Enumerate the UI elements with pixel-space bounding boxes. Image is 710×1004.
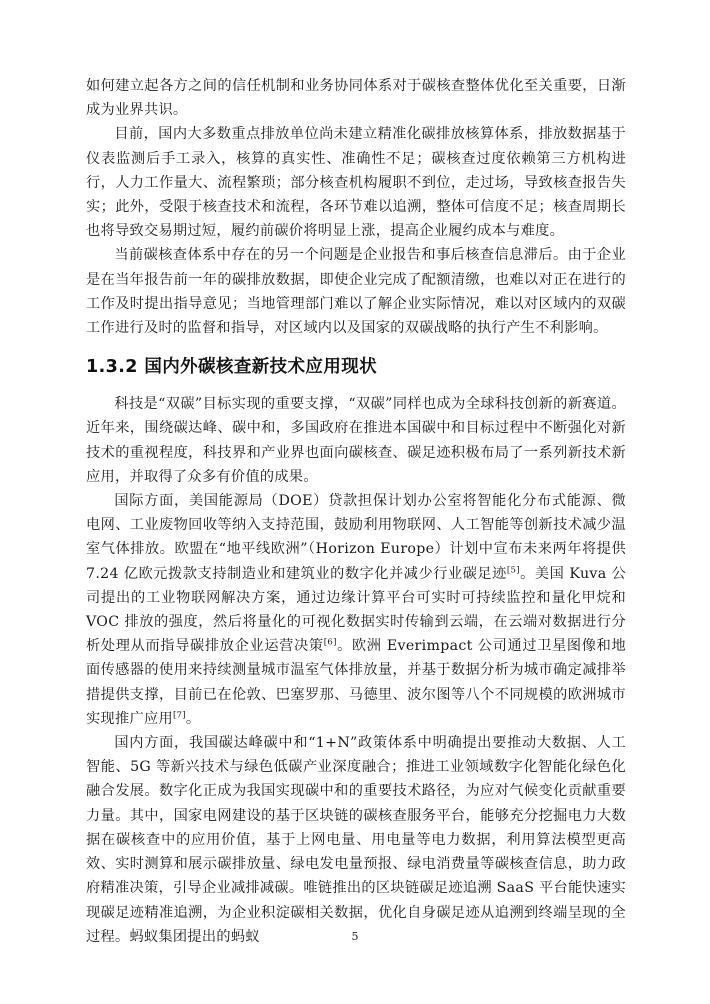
paragraph-information-lag: 当前碳核查体系中存在的另一个问题是企业报告和事后核查信息滞后。由于企业是在当年报告前一年的碳排放数据，即使企业完成了配额清缴，也难以对正在进行的工作及时提出指导意见；当地管理部门难以了解企业实际情况，难以对区域内的双碳工作进行及时的监督和指导，对区域内以及国家的双碳战略的执行产生不利影响。 bbox=[86, 247, 626, 337]
paragraph-text-segment: 。欧洲 Everimpact 公司通过卫星图像和地面传感器的使用来持续测量城市温室气体排放量，并基于数据分析为城市确定减排举措提供支撑，目前已在伦敦、巴塞罗那、马德里、波尔图等八个不同规模的欧洲城市实现推广应用 bbox=[86, 638, 626, 727]
section-heading: 1.3.2 国内外碳核查新技术应用现状 bbox=[86, 357, 378, 378]
citation-ref: [7] bbox=[172, 710, 186, 721]
paragraph-domestic-tech: 国内方面，我国碳达峰碳中和“1+N”政策体系中明确提出要推动大数据、人工智能、5G 等新兴技术与绿色低碳产业深度融合；推进工业领域数字化智能化绿色化融合发展。数字化正成为我国实现碳中和的重要技术路径，为应对气候变化贡献重要力量。其中，国家电网建设的基于区块链的碳核查服务平台，能够充分挖掘电力大数据在碳核查中的应用价值，基于上网电量、用电量等电力数据，利用算法模型更高效、实时测算和展示碳排放量、绿电发电量预报、绿电消费量等碳核查信息，助力政府精准决策，引导企业减排减碳。唯链推出的区块链碳足迹追溯 SaaS 平台能快速实现碳足迹精准追溯，为企业积淀碳相关数据，优化自身碳足迹从追溯到终端呈现的全过程。蚂蚁集团提出的蚂蚁 bbox=[86, 735, 626, 945]
paragraph-text-segment: 。美国 Kuva 公司提出的工业物联网解决方案，通过边缘计算平台可实时可持续监控和量化甲烷和 VOC 排放的强度，然后将量化的可视化数据实时传输到云端，在云端对数据进行分析处理从而指导碳排放企业运营决策 bbox=[86, 565, 626, 655]
paragraph-text-segment: 国际方面，美国能源局（DOE）贷款担保计划办公室将智能化分布式能源、微电网、工业废物回收等纳入支持范围，鼓励利用物联网、人工智能等创新技术减少温室气体排放。欧盟在“地平线欧洲”（Horizon Europe）计划中宣布未来两年将提供 7.24 亿欧元拨款支持制造业和建筑业的数字化并减少行业碳足迹 bbox=[86, 493, 626, 582]
paragraph-text-segment: 。 bbox=[185, 710, 201, 727]
page-number: 5 bbox=[351, 930, 359, 943]
document-body bbox=[86, 74, 626, 949]
paragraph-domestic-status: 目前，国内大多数重点排放单位尚未建立精准化碳排放核算体系，排放数据基于仪表监测后手工录入，核算的真实性、准确性不足；碳核查过度依赖第三方机构进行，人力工作量大、流程繁琐；部分核查机构履职不到位，走过场，导致核查报告失实；此外，受限于核查技术和流程，各环节难以追溯，整体可信度不足；核查周期长也将导致交易期过短，履约前碳价将明显上涨，提高企业履约成本与难度。 bbox=[86, 126, 626, 240]
paragraph-international bbox=[86, 489, 626, 731]
citation-ref: [5] bbox=[506, 564, 520, 575]
paragraph-tech-support: 科技是“双碳”目标实现的重要支撑，“双碳”同样也成为全球科技创新的新赛道。近年来，围绕碳达峰、碳中和，多国政府在推进本国碳中和目标过程中不断强化对新技术的重视程度，科技界和产业界也面向碳核查、碳足迹积极布局了一系列新技术新应用，并取得了众多有价值的成果。 bbox=[86, 396, 626, 485]
paragraph-continuation: 如何建立起各方之间的信任机制和业务协同体系对于碳核查整体优化至关重要，日渐成为业界共识。 bbox=[86, 78, 626, 119]
citation-ref: [6] bbox=[323, 637, 337, 648]
